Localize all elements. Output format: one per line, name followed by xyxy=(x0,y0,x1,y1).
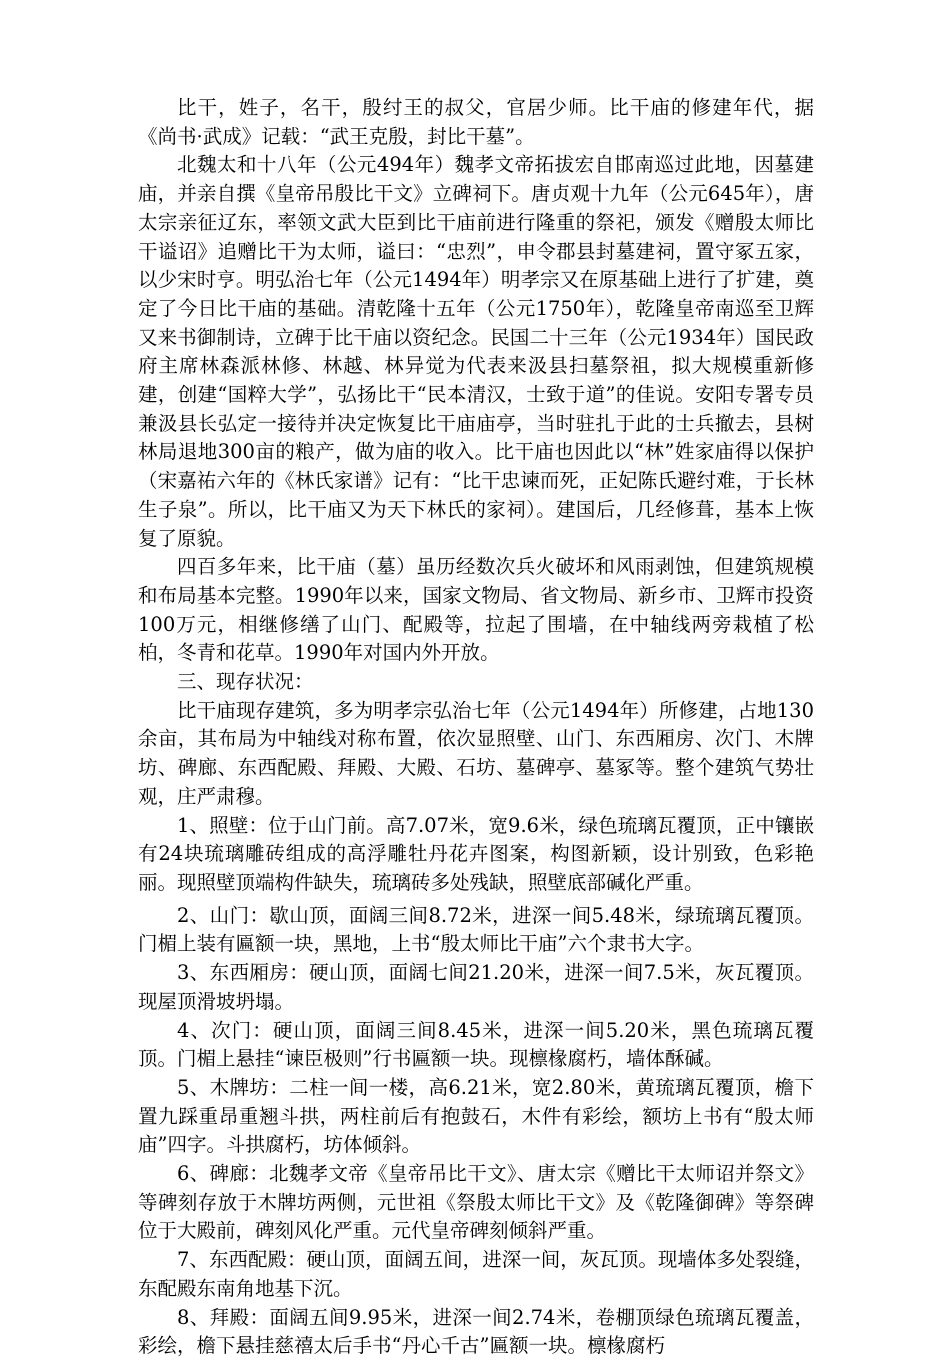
paragraph-intro: 比干，姓子，名干，殷纣王的叔父，官居少师。比干庙的修建年代，据《尚书·武成》记载：“武王克殷，封比干墓”。 xyxy=(138,96,814,148)
document-body xyxy=(138,94,814,1361)
section-heading-current-status: 三、现存状况： xyxy=(177,670,314,694)
paragraph-current-buildings: 比干庙现存建筑，多为明孝宗弘治七年（公元1494年）所修建，占地130余亩，其布局为中轴线对称布置，依次显照壁、山门、东西厢房、次门、木牌坊、碑廊、东西配殿、拜殿、大殿、石坊、墓碑亭、墓冢等。整个建筑气势壮观，庄严肃穆。 xyxy=(138,698,814,808)
paragraph-item-second-gate: 4、次门：硬山顶，面阔三间8.45米，进深一间5.20米，黑色琉璃瓦覆顶。门楣上悬挂“谏臣极则”行书匾额一块。现檩椽腐朽，墙体酥碱。 xyxy=(138,1018,814,1071)
paragraph-restoration: 四百多年来，比干庙（墓）虽历经数次兵火破坏和风雨剥蚀，但建筑规模和布局基本完整。1990年以来，国家文物局、省文物局、新乡市、卫辉市投资100万元，相继修缮了山门、配殿等，拉起了围墙，在中轴线两旁栽植了松柏，冬青和花草。1990年对国内外开放。 xyxy=(138,555,814,665)
paragraph-item-worship-hall: 8、拜殿：面阔五间9.95米，进深一间2.74米，卷棚顶绿色琉璃瓦覆盖，彩绘，檐下悬挂慈禧太后手书“丹心千古”匾额一块。檩椽腐朽 xyxy=(138,1305,814,1358)
paragraph-item-side-rooms: 3、东西厢房：硬山顶，面阔七间21.20米，进深一间7.5米，灰瓦覆顶。现屋顶滑坡坍塌。 xyxy=(138,961,814,1013)
paragraph-item-wooden-archway: 5、木牌坊：二柱一间一楼，高6.21米，宽2.80米，黄琉璃瓦覆顶，檐下置九踩重昂重翘斗拱，两柱前后有抱鼓石，木件有彩绘，额坊上书有“殷太师庙”四字。斗拱腐朽，坊体倾斜。 xyxy=(138,1075,814,1157)
paragraph-item-mountain-gate: 2、山门：歇山顶，面阔三间8.72米，进深一间5.48米，绿琉璃瓦覆顶。门楣上装有匾额一块，黑地，上书“殷太师比干庙”六个隶书大字。 xyxy=(138,903,814,956)
paragraph-item-screen-wall: 1、照壁：位于山门前。高7.07米，宽9.6米，绿色琉璃瓦覆顶，正中镶嵌有24块琉璃雕砖组成的高浮雕牡丹花卉图案，构图新颖，设计别致，色彩艳丽。现照壁顶端构件缺失，琉璃砖多处残缺，照壁底部碱化严重。 xyxy=(138,813,814,894)
paragraph-history: 北魏太和十八年（公元494年）魏孝文帝拓拔宏自邯南巡过此地，因墓建庙，并亲自撰《皇帝吊殷比干文》立碑祠下。唐贞观十九年（公元645年），唐太宗亲征辽东，率领文武大臣到比干庙前进行隆重的祭祀，颁发《赠殷太师比干谥诏》追赠比干为太师，谥曰：“忠烈”，申令郡县封墓建祠，置守冢五家，以少宋时亨。明弘治七年（公元1494年）明孝宗又在原基础上进行了扩建，奠定了今日比干庙的基础。清乾隆十五年（公元1750年），乾隆皇帝南巡至卫辉又来书御制诗，立碑于比干庙以资纪念。民国二十三年（公元1934年）国民政府主席林森派林修、林越、林异觉为代表来汲县扫墓祭祖，拟大规模重新修建，创建“国粹大学”，弘扬比干“民本清汉，士致于道”的佳说。安阳专署专员兼汲县长弘定一接待并决定恢复比干庙庙亭，当时驻扎于此的士兵撤去，县树林局退地300亩的粮产，做为庙的收入。比干庙也因此以“林”姓家庙得以保护（宋嘉祐六年的《林氏家谱》记有：“比干忠谏而死，正妃陈氏避纣难，于长林生子泉”。所以，比干庙又为天下林氏的家祠）。建国后，几经修葺，基本上恢复了原貌。 xyxy=(138,153,814,550)
paragraph-item-side-halls: 7、东西配殿：硬山顶，面阔五间，进深一间，灰瓦顶。现墙体多处裂缝，东配殿东南角地基下沉。 xyxy=(138,1248,814,1300)
paragraph-item-stele-corridor: 6、碑廊：北魏孝文帝《皇帝吊比干文》、唐太宗《赠比干太师诏并祭文》等碑刻存放于木牌坊两侧，元世祖《祭殷太师比干文》及《乾隆御碑》等祭碑位于大殿前，碑刻风化严重。元代皇帝碑刻倾斜严重。 xyxy=(138,1162,814,1243)
